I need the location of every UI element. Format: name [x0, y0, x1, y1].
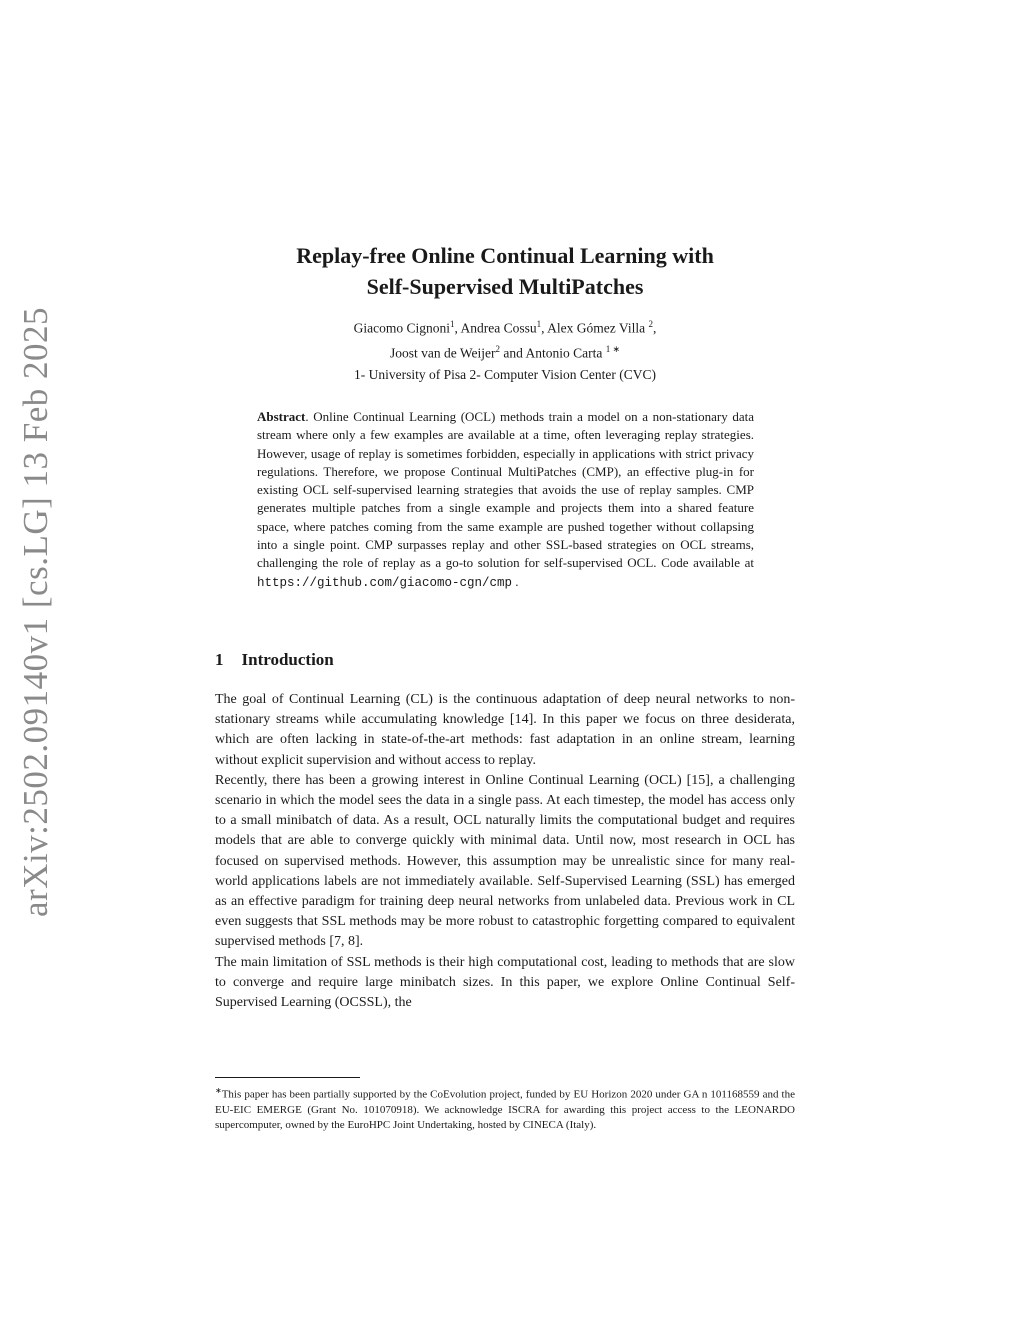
- author-name: Alex Gómez Villa: [547, 320, 646, 336]
- footnote-mark: ∗: [215, 1086, 222, 1095]
- code-url-link[interactable]: https://github.com/giacomo-cgn/cmp: [257, 575, 513, 590]
- paragraph: The goal of Continual Learning (CL) is the continuous adaptation of deep neural networks to non-stationary streams while accumulating knowledge [14]. In this paper we focus on three desiderata, which are often lacking in state-of-the-art methods: fast adaptation in an online stream, learning without explicit supervision and without access to replay.: [215, 692, 795, 768]
- arxiv-identifier: arXiv:2502.09140v1 [cs.LG] 13 Feb 2025: [16, 306, 56, 918]
- paragraph: The main limitation of SSL methods is their high computational cost, leading to methods that are slow to converge and require large minibatch sizes. In this paper, we explore Online Continual Self-Supervised Learning (OCSSL), the: [215, 954, 795, 1011]
- author-affil-mark: 2: [648, 319, 653, 329]
- abstract-text: . Online Continual Learning (OCL) methods train a model on a non-stationary data stream where only a few examples are available at a time, often leveraging replay strategies. However, usage of replay is sometimes forbidden, especially in applications with strict privacy regulations. Therefore, we propose Continual MultiPatches (CMP), an effective plug-in for existing OCL self-supervised learning strategies that avoids the use of replay samples. CMP generates multiple patches from a single example and projects them into a shared feature space, where patches coming from the same example are pushed together without collapsing into a single point. CMP surpasses replay and other SSL-based strategies on OCL streams, challenging the role of replay as a go-to solution for self-supervised OCL. Code available at: [257, 409, 754, 571]
- author-conjunction: and: [503, 345, 523, 360]
- author-line-2: [230, 339, 780, 364]
- paper-title: [200, 240, 810, 302]
- author-name: Giacomo Cignoni: [353, 320, 451, 336]
- affiliations: 1- University of Pisa 2- Computer Vision Center (CVC): [354, 367, 656, 382]
- author-affil-mark: 1: [536, 319, 542, 329]
- title-line-2: Self-Supervised MultiPatches: [366, 274, 644, 299]
- author-list: [230, 314, 780, 363]
- footnote-rule: [215, 1077, 360, 1078]
- abstract: [257, 408, 754, 592]
- abstract-end: .: [512, 573, 519, 589]
- author-name: Joost van de Weijer: [389, 345, 496, 360]
- author-affil-mark: 1: [450, 319, 455, 329]
- arxiv-side-stamp: [8, 306, 64, 918]
- author-name: Andrea Cossu: [460, 320, 537, 336]
- author-name: Antonio Carta: [525, 345, 603, 360]
- section-number: 1: [215, 650, 224, 669]
- section-title: Introduction: [241, 650, 334, 669]
- section-heading: [215, 650, 334, 670]
- author-line-1: Giacomo Cignoni$^1$, Andrea Cossu$^1$, Alex Gómez Villa $^2$,: [353, 319, 657, 336]
- title-line-1: Replay-free Online Continual Learning with: [296, 243, 714, 268]
- author-affil-mark: 2: [495, 343, 500, 354]
- author-affil-mark: 1 ∗: [605, 343, 621, 354]
- abstract-label: Abstract: [257, 409, 306, 424]
- paragraph: Recently, there has been a growing interest in Online Continual Learning (OCL) [15], a challenging scenario in which the model sees the data in a single pass. At each timestep, the model has access only to a small minibatch of data. As a result, OCL naturally limits the computational budget and requires models that are able to converge quickly with minimal data. Until now, most research in OCL has focused on supervised methods. However, this assumption may be unrealistic since for many real-world applications labels are not immediately available. Self-Supervised Learning (SSL) has emerged as an effective paradigm for training deep neural networks from unlabeled data. Previous work in CL even suggests that SSL methods may be more robust to catastrophic forgetting compared to equivalent supervised methods [7, 8].: [215, 772, 795, 950]
- footnote-text: This paper has been partially supported by the CoEvolution project, funded by EU Horizon 2020 under GA n 101168559 and the EU-EIC EMERGE (Grant No. 101070918). We acknowledge ISCRA for awarding this project access to the LEONARDO supercomputer, owned by the EuroHPC Joint Undertaking, hosted by CINECA (Italy).: [215, 1088, 795, 1132]
- footnote: [215, 1083, 795, 1134]
- introduction-body: [215, 690, 795, 1013]
